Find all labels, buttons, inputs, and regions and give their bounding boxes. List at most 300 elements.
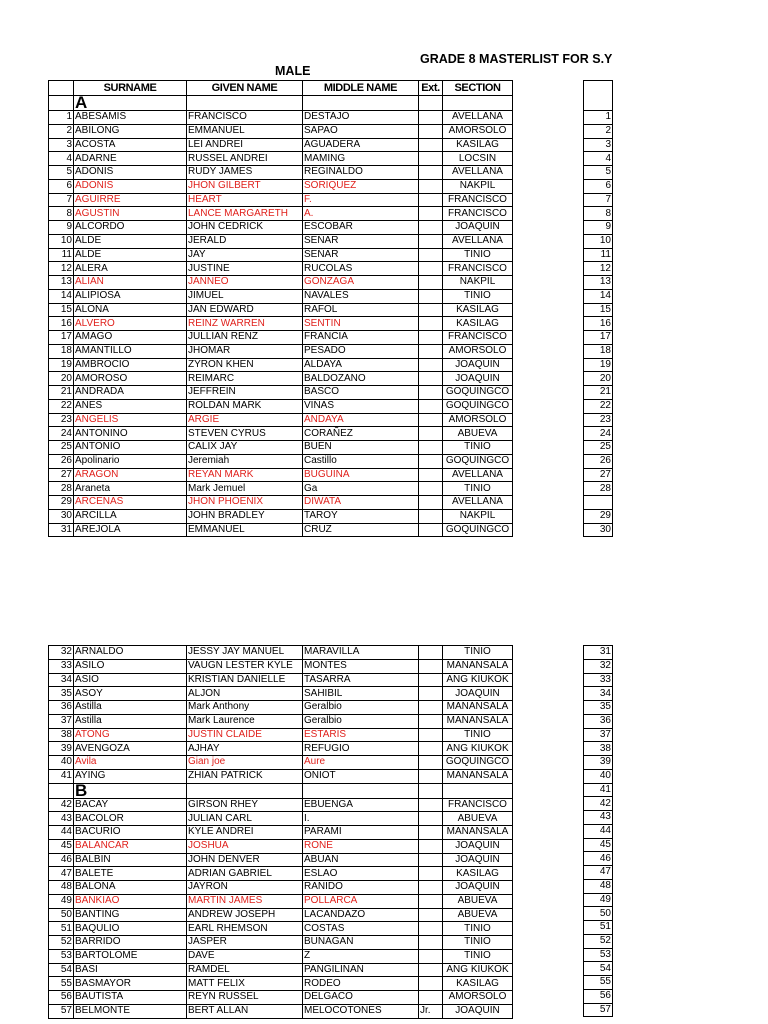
row-number: 23 — [49, 413, 74, 427]
surname-cell: BAQULIO — [74, 922, 187, 936]
side-number: 5 — [584, 166, 613, 180]
table-row — [49, 344, 513, 358]
ext-cell — [419, 482, 443, 496]
side-number: 30 — [584, 523, 613, 537]
section-cell: LOCSIN — [443, 152, 513, 166]
middle-name-cell: ANDAYA — [303, 413, 419, 427]
side-number: 19 — [584, 358, 613, 372]
side-number: 8 — [584, 207, 613, 221]
section-cell: GOQUINGCO — [443, 386, 513, 400]
side-number: 52 — [584, 934, 613, 948]
section-cell: AVELLANA — [443, 111, 513, 125]
given-name-cell: EMMANUEL — [187, 124, 303, 138]
side-number: 46 — [584, 852, 613, 866]
table-row — [49, 523, 513, 537]
table-row — [49, 289, 513, 303]
ext-cell — [419, 111, 443, 125]
side-number: 7 — [584, 193, 613, 207]
section-cell: JOAQUIN — [443, 839, 513, 853]
middle-name-cell: DESTAJO — [303, 111, 419, 125]
ext-cell — [419, 839, 443, 853]
surname-cell: ABESAMIS — [74, 111, 187, 125]
letter-row-a — [49, 96, 513, 111]
surname-cell: ARNALDO — [74, 646, 187, 660]
header-number — [49, 81, 74, 96]
middle-name-cell: EBUENGA — [303, 798, 419, 812]
table-row — [49, 303, 513, 317]
surname-cell: ARCENAS — [74, 496, 187, 510]
ext-cell — [419, 207, 443, 221]
side-number: 49 — [584, 893, 613, 907]
side-number: 25 — [584, 441, 613, 455]
row-number: 26 — [49, 454, 74, 468]
row-number: 11 — [49, 248, 74, 262]
row-number: 25 — [49, 441, 74, 455]
given-name-cell: JOHN DENVER — [187, 853, 303, 867]
side-number: 23 — [584, 413, 613, 427]
middle-name-cell: PESADO — [303, 344, 419, 358]
surname-cell: BALETE — [74, 867, 187, 881]
side-number: 9 — [584, 221, 613, 235]
row-number: 9 — [49, 221, 74, 235]
surname-cell: BELMONTE — [74, 1004, 187, 1018]
row-number: 29 — [49, 496, 74, 510]
middle-name-cell: SORIQUEZ — [303, 179, 419, 193]
middle-name-cell: RUCOLAS — [303, 262, 419, 276]
table-row — [49, 963, 513, 977]
middle-name-cell: RONE — [303, 839, 419, 853]
side-number: 40 — [584, 769, 613, 783]
table-row — [49, 166, 513, 180]
row-number: 46 — [49, 853, 74, 867]
side-number: 16 — [584, 317, 613, 331]
row-number: 19 — [49, 358, 74, 372]
table-row — [49, 482, 513, 496]
middle-name-cell: F. — [303, 193, 419, 207]
given-name-cell: JAY — [187, 248, 303, 262]
row-number: 42 — [49, 798, 74, 812]
side-number: 55 — [584, 976, 613, 990]
surname-cell: ALERA — [74, 262, 187, 276]
middle-name-cell: Aure — [303, 756, 419, 770]
row-number: 16 — [49, 317, 74, 331]
middle-name-cell: CRUZ — [303, 523, 419, 537]
given-name-cell: ZYRON KHEN — [187, 358, 303, 372]
surname-cell: AYING — [74, 769, 187, 783]
middle-name-cell: LACANDAZO — [303, 908, 419, 922]
ext-cell — [419, 399, 443, 413]
given-name-cell: HEART — [187, 193, 303, 207]
table-row — [49, 646, 513, 660]
side-number: 54 — [584, 962, 613, 976]
given-name-cell: MARTIN JAMES — [187, 894, 303, 908]
side-number: 13 — [584, 276, 613, 290]
row-number: 5 — [49, 166, 74, 180]
ext-cell — [419, 853, 443, 867]
given-name-cell: JOSHUA — [187, 839, 303, 853]
section-cell: ANG KIUKOK — [443, 963, 513, 977]
middle-name-cell: FRANCIA — [303, 331, 419, 345]
ext-cell — [419, 908, 443, 922]
row-number: 2 — [49, 124, 74, 138]
side-number: 51 — [584, 921, 613, 935]
surname-cell: ARCILLA — [74, 509, 187, 523]
surname-cell: BANTING — [74, 908, 187, 922]
side-number: 56 — [584, 989, 613, 1003]
row-number: 4 — [49, 152, 74, 166]
row-number: 34 — [49, 673, 74, 687]
section-cell: AMORSOLO — [443, 413, 513, 427]
surname-cell: BASI — [74, 963, 187, 977]
ext-cell — [419, 427, 443, 441]
row-number: 43 — [49, 812, 74, 826]
ext-cell — [419, 468, 443, 482]
table-row — [49, 111, 513, 125]
row-number: 35 — [49, 687, 74, 701]
middle-name-cell: Geralbio — [303, 701, 419, 715]
table-row — [49, 331, 513, 345]
section-cell: JOAQUIN — [443, 881, 513, 895]
side-number — [584, 496, 613, 510]
row-number: 3 — [49, 138, 74, 152]
surname-cell: ALVERO — [74, 317, 187, 331]
side-number: 43 — [584, 811, 613, 825]
given-name-cell: CALIX JAY — [187, 441, 303, 455]
given-name-cell: JUSTINE — [187, 262, 303, 276]
middle-name-cell: RAFOL — [303, 303, 419, 317]
header-surname: SURNAME — [74, 81, 187, 96]
ext-cell — [419, 413, 443, 427]
given-name-cell: Mark Anthony — [187, 701, 303, 715]
middle-name-cell: DIWATA — [303, 496, 419, 510]
middle-name-cell: PANGILINAN — [303, 963, 419, 977]
section-cell: FRANCISCO — [443, 331, 513, 345]
given-name-cell: REINZ WARREN — [187, 317, 303, 331]
given-name-cell: JIMUEL — [187, 289, 303, 303]
section-cell: KASILAG — [443, 867, 513, 881]
given-name-cell: REYN RUSSEL — [187, 991, 303, 1005]
row-number: 13 — [49, 276, 74, 290]
ext-cell — [419, 963, 443, 977]
surname-cell: ALIAN — [74, 276, 187, 290]
given-name-cell: JAN EDWARD — [187, 303, 303, 317]
middle-name-cell: REGINALDO — [303, 166, 419, 180]
surname-cell: BALBIN — [74, 853, 187, 867]
section-cell: ABUEVA — [443, 894, 513, 908]
given-name-cell: RUSSEL ANDREI — [187, 152, 303, 166]
ext-cell — [419, 977, 443, 991]
middle-name-cell: Castillo — [303, 454, 419, 468]
side-number: 32 — [584, 659, 613, 673]
middle-name-cell: Ga — [303, 482, 419, 496]
middle-name-cell: DELGACO — [303, 991, 419, 1005]
surname-cell: Araneta — [74, 482, 187, 496]
surname-cell: Apolinario — [74, 454, 187, 468]
given-name-cell: EMMANUEL — [187, 523, 303, 537]
middle-name-cell: CORAÑEZ — [303, 427, 419, 441]
side-number: 47 — [584, 866, 613, 880]
section-cell: FRANCISCO — [443, 798, 513, 812]
middle-name-cell: MARAVILLA — [303, 646, 419, 660]
given-name-cell: ADRIAN GABRIEL — [187, 867, 303, 881]
given-name-cell: AJHAY — [187, 742, 303, 756]
surname-cell: AMBROCIO — [74, 358, 187, 372]
section-cell: TINIO — [443, 922, 513, 936]
side-number: 50 — [584, 907, 613, 921]
ext-cell — [419, 193, 443, 207]
row-number: 37 — [49, 714, 74, 728]
row-number: 55 — [49, 977, 74, 991]
surname-cell: ALCORDO — [74, 221, 187, 235]
given-name-cell: KYLE ANDREI — [187, 826, 303, 840]
middle-name-cell: MAMING — [303, 152, 419, 166]
surname-cell: ASIO — [74, 673, 187, 687]
table-row — [49, 756, 513, 770]
surname-cell: ALDE — [74, 234, 187, 248]
surname-cell: ALONA — [74, 303, 187, 317]
row-number: 1 — [49, 111, 74, 125]
ext-cell — [419, 331, 443, 345]
section-cell: TINIO — [443, 482, 513, 496]
side-number-column-part1 — [583, 80, 613, 537]
side-number: 35 — [584, 701, 613, 715]
section-cell: JOAQUIN — [443, 853, 513, 867]
table-row — [49, 701, 513, 715]
ext-cell — [419, 756, 443, 770]
ext-cell — [419, 344, 443, 358]
row-number: 21 — [49, 386, 74, 400]
surname-cell: ALIPIOSA — [74, 289, 187, 303]
surname-cell: BANKIAO — [74, 894, 187, 908]
given-name-cell: MATT FELIX — [187, 977, 303, 991]
section-cell: MANANSALA — [443, 714, 513, 728]
surname-cell: BALANCAR — [74, 839, 187, 853]
header-row — [49, 81, 513, 96]
given-name-cell: Gian joe — [187, 756, 303, 770]
ext-cell — [419, 894, 443, 908]
side-number: 20 — [584, 372, 613, 386]
middle-name-cell: PARAMI — [303, 826, 419, 840]
ext-cell — [419, 152, 443, 166]
section-cell: TINIO — [443, 289, 513, 303]
section-cell: JOAQUIN — [443, 221, 513, 235]
table-row — [49, 372, 513, 386]
table-row — [49, 386, 513, 400]
table-row — [49, 714, 513, 728]
section-cell: FRANCISCO — [443, 193, 513, 207]
surname-cell: ARAGON — [74, 468, 187, 482]
ext-cell — [419, 949, 443, 963]
table-row — [49, 881, 513, 895]
section-cell: AMORSOLO — [443, 124, 513, 138]
row-number: 33 — [49, 659, 74, 673]
table-row — [49, 839, 513, 853]
given-name-cell: JULIAN CARL — [187, 812, 303, 826]
table-row — [49, 977, 513, 991]
given-name-cell: GIRSON RHEY — [187, 798, 303, 812]
ext-cell — [419, 454, 443, 468]
surname-cell: ACOSTA — [74, 138, 187, 152]
row-number: 39 — [49, 742, 74, 756]
given-name-cell: Mark Jemuel — [187, 482, 303, 496]
table-row — [49, 673, 513, 687]
side-number: 2 — [584, 124, 613, 138]
row-number: 14 — [49, 289, 74, 303]
side-number: 12 — [584, 262, 613, 276]
surname-cell: ADONIS — [74, 179, 187, 193]
section-cell: GOQUINGCO — [443, 399, 513, 413]
section-cell: AVELLANA — [443, 468, 513, 482]
section-cell: ANG KIUKOK — [443, 742, 513, 756]
surname-cell: BALONA — [74, 881, 187, 895]
row-number: 17 — [49, 331, 74, 345]
ext-cell — [419, 826, 443, 840]
table-row — [49, 317, 513, 331]
section-cell: ABUEVA — [443, 908, 513, 922]
surname-cell: AMOROSO — [74, 372, 187, 386]
side-number: 28 — [584, 482, 613, 496]
table-row — [49, 454, 513, 468]
side-number: 41 — [584, 783, 613, 797]
section-cell: JOAQUIN — [443, 372, 513, 386]
section-cell: AMORSOLO — [443, 344, 513, 358]
given-name-cell: JUSTIN CLAIDE — [187, 728, 303, 742]
given-name-cell: ROLDAN MARK — [187, 399, 303, 413]
section-cell: GOQUINGCO — [443, 523, 513, 537]
ext-cell — [419, 386, 443, 400]
ext-cell — [419, 303, 443, 317]
section-cell: TINIO — [443, 949, 513, 963]
surname-cell: ANDRADA — [74, 386, 187, 400]
ext-cell — [419, 936, 443, 950]
ext-cell — [419, 166, 443, 180]
surname-cell: Astilla — [74, 701, 187, 715]
header-section: SECTION — [443, 81, 513, 96]
middle-name-cell: COSTAS — [303, 922, 419, 936]
ext-cell — [419, 646, 443, 660]
document-title: GRADE 8 MASTERLIST FOR S.Y — [420, 52, 613, 66]
table-row — [49, 138, 513, 152]
letter-a: A — [74, 96, 187, 111]
table-row — [49, 193, 513, 207]
middle-name-cell: ALDAYA — [303, 358, 419, 372]
section-cell: NAKPIL — [443, 179, 513, 193]
ext-cell — [419, 441, 443, 455]
side-number: 44 — [584, 824, 613, 838]
table-row — [49, 991, 513, 1005]
row-number: 15 — [49, 303, 74, 317]
surname-cell: AMAGO — [74, 331, 187, 345]
ext-cell — [419, 701, 443, 715]
ext-cell — [419, 922, 443, 936]
section-cell: JOAQUIN — [443, 358, 513, 372]
ext-cell — [419, 234, 443, 248]
surname-cell: BACAY — [74, 798, 187, 812]
row-number: 30 — [49, 509, 74, 523]
side-number: 17 — [584, 331, 613, 345]
ext-cell — [419, 659, 443, 673]
middle-name-cell: ESTARIS — [303, 728, 419, 742]
section-cell: FRANCISCO — [443, 262, 513, 276]
ext-cell — [419, 358, 443, 372]
row-number: 51 — [49, 922, 74, 936]
given-name-cell: Mark Laurence — [187, 714, 303, 728]
row-number: 10 — [49, 234, 74, 248]
middle-name-cell: POLLARCA — [303, 894, 419, 908]
section-cell: NAKPIL — [443, 276, 513, 290]
side-number: 37 — [584, 728, 613, 742]
middle-name-cell: I. — [303, 812, 419, 826]
ext-cell — [419, 714, 443, 728]
table-row — [49, 207, 513, 221]
surname-cell: BARRIDO — [74, 936, 187, 950]
row-number: 49 — [49, 894, 74, 908]
table-row — [49, 248, 513, 262]
table-row — [49, 441, 513, 455]
side-number: 15 — [584, 303, 613, 317]
section-cell: TINIO — [443, 441, 513, 455]
surname-cell: ANTONINO — [74, 427, 187, 441]
section-cell: MANANSALA — [443, 826, 513, 840]
table-row — [49, 262, 513, 276]
row-number: 47 — [49, 867, 74, 881]
middle-name-cell: RODEO — [303, 977, 419, 991]
ext-cell — [419, 881, 443, 895]
section-cell: MANANSALA — [443, 659, 513, 673]
ext-cell — [419, 496, 443, 510]
surname-cell: BACOLOR — [74, 812, 187, 826]
row-number: 27 — [49, 468, 74, 482]
row-number: 18 — [49, 344, 74, 358]
surname-cell: Avila — [74, 756, 187, 770]
ext-cell — [419, 673, 443, 687]
given-name-cell: DAVE — [187, 949, 303, 963]
side-number: 34 — [584, 687, 613, 701]
given-name-cell: JAYRON — [187, 881, 303, 895]
middle-name-cell: AGUADERA — [303, 138, 419, 152]
side-number: 53 — [584, 948, 613, 962]
given-name-cell: VAUGN LESTER KYLE — [187, 659, 303, 673]
given-name-cell: ARGIE — [187, 413, 303, 427]
row-number: 31 — [49, 523, 74, 537]
given-name-cell: ZHIAN PATRICK — [187, 769, 303, 783]
row-number: 28 — [49, 482, 74, 496]
middle-name-cell: SAHIBIL — [303, 687, 419, 701]
surname-cell: ADONIS — [74, 166, 187, 180]
ext-cell — [419, 289, 443, 303]
ext-cell — [419, 138, 443, 152]
middle-name-cell: BUEN — [303, 441, 419, 455]
table-row — [49, 687, 513, 701]
surname-cell: ANGELIS — [74, 413, 187, 427]
side-number: 10 — [584, 234, 613, 248]
row-number: 24 — [49, 427, 74, 441]
section-cell: TINIO — [443, 646, 513, 660]
given-name-cell: FRANCISCO — [187, 111, 303, 125]
side-number: 18 — [584, 344, 613, 358]
ext-cell: Jr. — [419, 1004, 443, 1018]
table-row — [49, 413, 513, 427]
surname-cell: AGUIRRE — [74, 193, 187, 207]
surname-cell: ATONG — [74, 728, 187, 742]
side-spacer — [584, 81, 613, 111]
side-number: 48 — [584, 879, 613, 893]
side-number: 45 — [584, 838, 613, 852]
given-name-cell: JERALD — [187, 234, 303, 248]
section-cell: FRANCISCO — [443, 207, 513, 221]
ext-cell — [419, 276, 443, 290]
row-number: 57 — [49, 1004, 74, 1018]
